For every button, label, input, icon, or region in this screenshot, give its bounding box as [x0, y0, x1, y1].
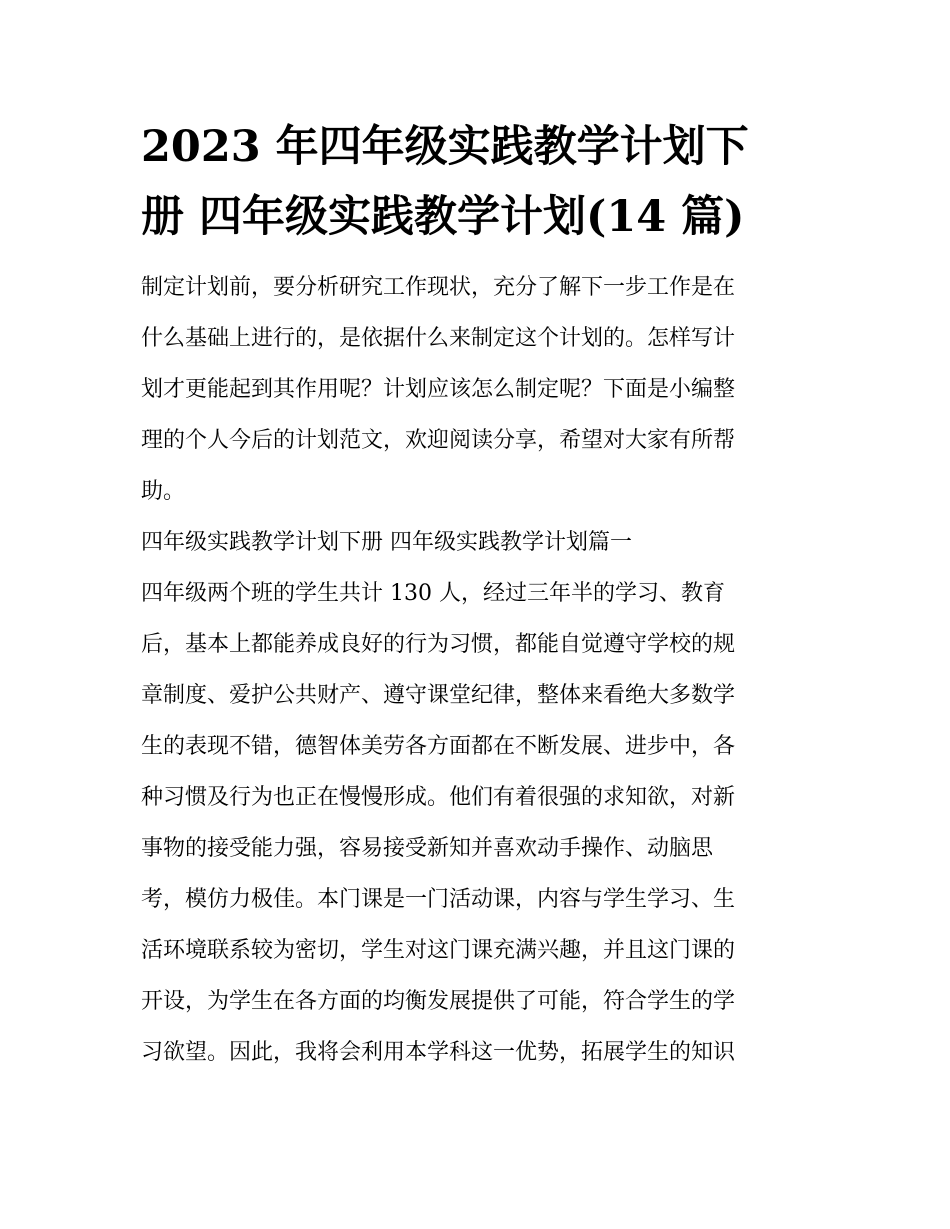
text-line: 理的个人今后的计划范文，欢迎阅读分享，希望对大家有所帮 [141, 428, 736, 453]
text-line: 助。 [141, 479, 186, 504]
intro-paragraph [141, 262, 813, 517]
text-line: 后，基本上都能养成良好的行为习惯，都能自觉遵守学校的规 [141, 632, 736, 657]
text-line: 章制度、爱护公共财产、遵守课堂纪律，整体来看绝大多数学 [141, 683, 736, 708]
text-line: 种习惯及行为也正在慢慢形成。他们有着很强的求知欲，对新 [141, 785, 736, 810]
text-line: 划才更能起到其作用呢？计划应该怎么制定呢？下面是小编整 [141, 377, 736, 402]
text-line: 四年级两个班的学生共计 130 人，经过三年半的学习、教育 [141, 581, 725, 606]
text-line: 开设，为学生在各方面的均衡发展提供了可能，符合学生的学 [141, 989, 736, 1014]
title-line: 2023 年四年级实践教学计划下 [141, 122, 749, 172]
text-line: 考，模仿力极佳。本门课是一门活动课，内容与学生学习、生 [141, 887, 736, 912]
text-line: 活环境联系较为密切，学生对这门课充满兴趣，并且这门课的 [141, 938, 736, 963]
title-line: 册 四年级实践教学计划(14 篇) [141, 192, 745, 242]
text-line: 事物的接受能力强，容易接受新知并喜欢动手操作、动脑思 [141, 836, 714, 861]
text-line: 生的表现不错，德智体美劳各方面都在不断发展、进步中，各 [141, 734, 736, 759]
document-page [141, 112, 813, 1078]
section-paragraph [141, 568, 813, 1078]
section-heading: 四年级实践教学计划下册 四年级实践教学计划篇一 [141, 530, 632, 555]
text-line: 制定计划前，要分析研究工作现状，充分了解下一步工作是在 [141, 275, 736, 300]
text-line: 习欲望。因此，我将会利用本学科这一优势，拓展学生的知识 [141, 1040, 736, 1065]
text-line: 什么基础上进行的，是依据什么来制定这个计划的。怎样写计 [141, 326, 736, 351]
document-title [141, 112, 813, 252]
document-body [141, 262, 813, 1078]
